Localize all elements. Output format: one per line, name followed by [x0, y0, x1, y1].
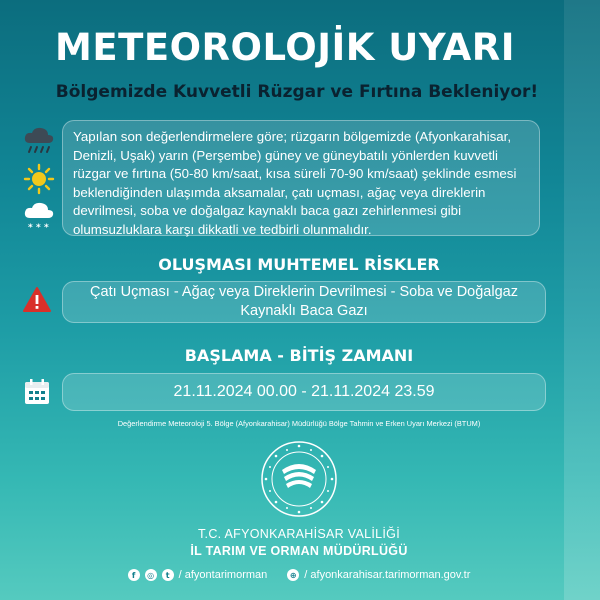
- directorate-name: İL TARIM VE ORMAN MÜDÜRLÜĞÜ: [190, 544, 408, 558]
- svg-text:*: *: [28, 223, 33, 232]
- risks-text: Çatı Uçması - Ağaç veya Direklerin Devrilmesi - Soba ve Doğalgaz Kaynaklı Baca Gazı: [90, 284, 518, 319]
- svg-text:*: *: [36, 223, 41, 232]
- calendar-icon: [23, 378, 51, 406]
- twitter-icon[interactable]: t: [162, 569, 174, 581]
- page-title: METEOROLOJİK UYARI: [55, 26, 515, 69]
- time-heading: BAŞLAMA - BİTİŞ ZAMANI: [184, 346, 414, 365]
- warning-description: Yapılan son değerlendirmelere göre; rüzgarın bölgemizde (Afyonkarahisar, Denizli, Uşak) yarın (Perşembe) güney ve güneybatılı yönlerden kuvvetli rüzgar ve fırtına (50-80 km/saat, kısa süreli 70-90 km/saat) şeklinde esmesi beklendiğinden ulaşımda aksamalar, çatı uçması, ağaç veya direklerin devrilmesi, soba ve doğalgaz kaynaklı baca gazı zehirlenmesi gibi olumsuzluklara karşı dikkatli ve tedbirli olunmalıdır.: [62, 120, 540, 236]
- svg-text:*: *: [44, 223, 49, 232]
- sun-icon: [23, 163, 55, 195]
- warning-icon: [22, 286, 52, 313]
- instagram-icon[interactable]: ◎: [145, 569, 157, 581]
- social-bar: [0, 569, 598, 581]
- snow-cloud-icon: [22, 200, 56, 232]
- website-link[interactable]: / afyonkarahisar.tarimorman.gov.tr: [304, 569, 471, 581]
- social-handle[interactable]: / afyontarimorman: [178, 569, 268, 581]
- rain-cloud-icon: [22, 125, 56, 157]
- risks-heading: OLUŞMASI MUHTEMEL RİSKLER: [158, 255, 440, 274]
- risks-box: [62, 281, 546, 323]
- globe-icon[interactable]: ⊕: [287, 569, 299, 581]
- time-box: [62, 373, 546, 411]
- governorship-name: T.C. AFYONKARAHİSAR VALİLİĞİ: [198, 527, 400, 541]
- source-footnote: Değerlendirme Meteoroloji 5. Bölge (Afyonkarahisar) Müdürlüğü Bölge Tahmin ve Erken Uyarı Merkezi (BTUM): [117, 419, 481, 428]
- time-range: 21.11.2024 00.00 - 21.11.2024 23.59: [173, 383, 435, 400]
- facebook-icon[interactable]: f: [128, 569, 140, 581]
- page-subtitle: Bölgemizde Kuvvetli Rüzgar ve Fırtına Bekleniyor!: [55, 82, 539, 102]
- ministry-seal-logo: [260, 440, 338, 518]
